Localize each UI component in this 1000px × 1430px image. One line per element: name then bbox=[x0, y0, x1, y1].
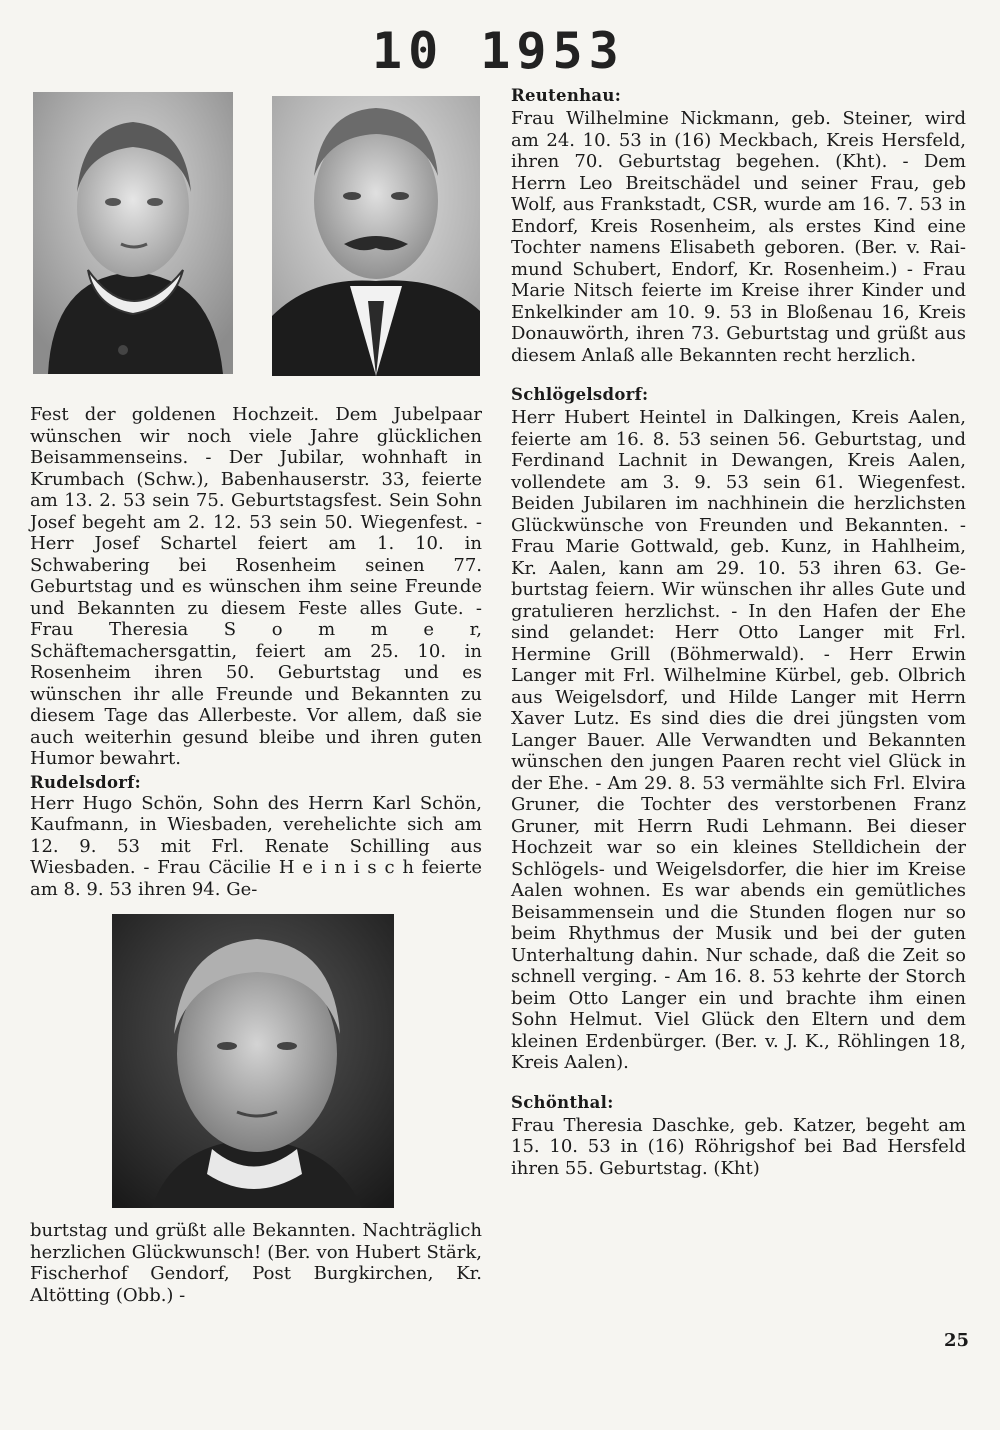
left-column-bottom bbox=[30, 1220, 482, 1306]
heading-reutenhau: Reutenhau: bbox=[511, 86, 622, 105]
paragraph-schloegelsdorf: Herr Hubert Heintel in Dalkingen, Kreis Aalen, feierte am 16. 8. 53 seinen 56. Geburtstag, und Ferdinand Lachnit in Dewangen, Kreis Aalen, vollendete am 3. 9. 53 sein 61. Wiegenfest. Beiden Jubilaren im nachhinein die herzlichsten Glückwünsche von Freunden und Bekannten. - Frau Marie Gottwald, geb. Kunz, in Hahlheim, Kr. Aalen, kann am 29. 10. 53 ihren 63. Geburtstag feiern. Wir wünschen ihr alles Gute und gratulieren herzlichst. - In den Hafen der Ehe sind gelandet: Herr Otto Langer mit Frl. Hermine Grill (Böhmerwald). - Herr Erwin Langer mit Frl. Wilhelmine Kürbel, geb. Olbrich aus Weigelsdorf, und Hilde Langer mit Herrn Xaver Lutz. Es sind dies die drei jüngsten vom Langer Bauer. Alle Verwandten und Bekannten wünschen den jungen Paaren recht viel Glück in der Ehe. - Am 29. 8. 53 vermählte sich Frl. Elvira Gruner, die Tochter des verstorbenen Franz Gruner, mit Herrn Rudi Lehmann. Bei dieser Hochzeit war so ein kleines Stelldichein der Schlögels- und Weigelsdorfer, die hier im Kreise Aalen wohnen. Es war abends ein gemütliches Beisammensein und die Stunden flogen nur so beim Rhythmus der Musik und bei der guten Unterhaltung dahin. Nur schade, daß die Zeit so schnell verging. - Am 16. 8. 53 kehrte der Storch beim Otto Langer ein und brachte ihm einen Sohn Helmut. Viel Glück den Eltern und dem kleinen Erdenbürger. (Ber. v. J. K., Röhlingen 18, Kreis Aalen). bbox=[511, 407, 966, 1073]
date-stamp: 10 1953 bbox=[372, 22, 625, 80]
heading-rudelsdorf: Rudelsdorf: bbox=[30, 772, 142, 792]
left-column bbox=[30, 404, 482, 900]
right-column bbox=[511, 85, 966, 1179]
portrait-woman-image bbox=[33, 92, 233, 374]
left-paragraph-rudelsdorf: Herr Hugo Schön, Sohn des Herrn Karl Schön, Kaufmann, in Wiesbaden, verehelichte sich am 12. 9. 53 mit Frl. Renate Schilling aus Wiesbaden. - Frau Cäcilie H e i n i s c h feierte am 8. 9. 53 ihren 94. Ge- bbox=[30, 792, 482, 900]
portrait-elderly-woman-photo bbox=[112, 914, 394, 1208]
heading-schoenthal: Schönthal: bbox=[511, 1092, 614, 1112]
paragraph-schoenthal: Frau Theresia Daschke, geb. Katzer, begeht am 15. 10. 53 in (16) Röhrigshof bei Bad Hersfeld ihren 55. Geburtstag. (Kht) bbox=[511, 1114, 966, 1179]
left-paragraph-heinisch-continued: burtstag und grüßt alle Bekannten. Nachträglich herzlichen Glückwunsch! (Ber. von Hubert Stärk, Fischerhof Gendorf, Post Burgkirchen, Kr. Altötting (Obb.) - bbox=[30, 1220, 482, 1306]
portrait-woman-photo bbox=[33, 92, 233, 374]
heading-schloegelsdorf: Schlögelsdorf: bbox=[511, 385, 649, 404]
page-number: 25 bbox=[944, 1330, 970, 1351]
portrait-man-image bbox=[272, 96, 480, 376]
portrait-man-photo bbox=[272, 96, 480, 376]
portrait-elderly-woman-image bbox=[112, 914, 394, 1208]
paragraph-reutenhau: Frau Wilhelmine Nickmann, geb. Steiner, wird am 24. 10. 53 in (16) Meckbach, Kreis Hersfeld, ihren 70. Geburtstag begehen. (Kht). - Dem Herrn Leo Breitschädel und seiner Frau, geb Wolf, aus Frankstadt, CSR, wurde am 16. 7. 53 in Endorf, Kreis Rosenheim, als erstes Kind eine Tochter namens Elisabeth geboren. (Ber. v. Raimund Schubert, Endorf, Kr. Rosenheim.) - Frau Marie Nitsch feierte im Kreise ihrer Kinder und Enkelkinder am 10. 9. 53 in Bloßenau 16, Kreis Donauwörth, ihren 73. Geburtstag und grüßt aus diesem Anlaß alle Bekannten recht herzlich. bbox=[511, 108, 966, 366]
left-paragraph-jubelpaar: Fest der goldenen Hochzeit. Dem Jubelpaar wünschen wir noch viele Jahre glücklichen Beisammenseins. - Der Jubilar, wohnhaft in Krumbach (Schw.), Babenhauserstr. 33, feierte am 13. 2. 53 sein 75. Geburtstagsfest. Sein Sohn Josef begeht am 2. 12. 53 sein 50. Wiegenfest. - Herr Josef Schartel feiert am 1. 10. in Schwabering bei Rosenheim seinen 77. Geburtstag und es wünschen ihm seine Freunde und Bekannten zu diesem Feste alles Gute. - Frau Theresia S o m m e r, Schäftemachersgattin, feiert am 25. 10. in Rosenheim ihren 50. Geburtstag und es wünschen ihr alle Freunde und Bekannten zu diesem Tage das Allerbeste. Vor allem, daß sie auch weiterhin gesund bleibe und ihren guten Humor bewahrt. bbox=[30, 404, 482, 769]
